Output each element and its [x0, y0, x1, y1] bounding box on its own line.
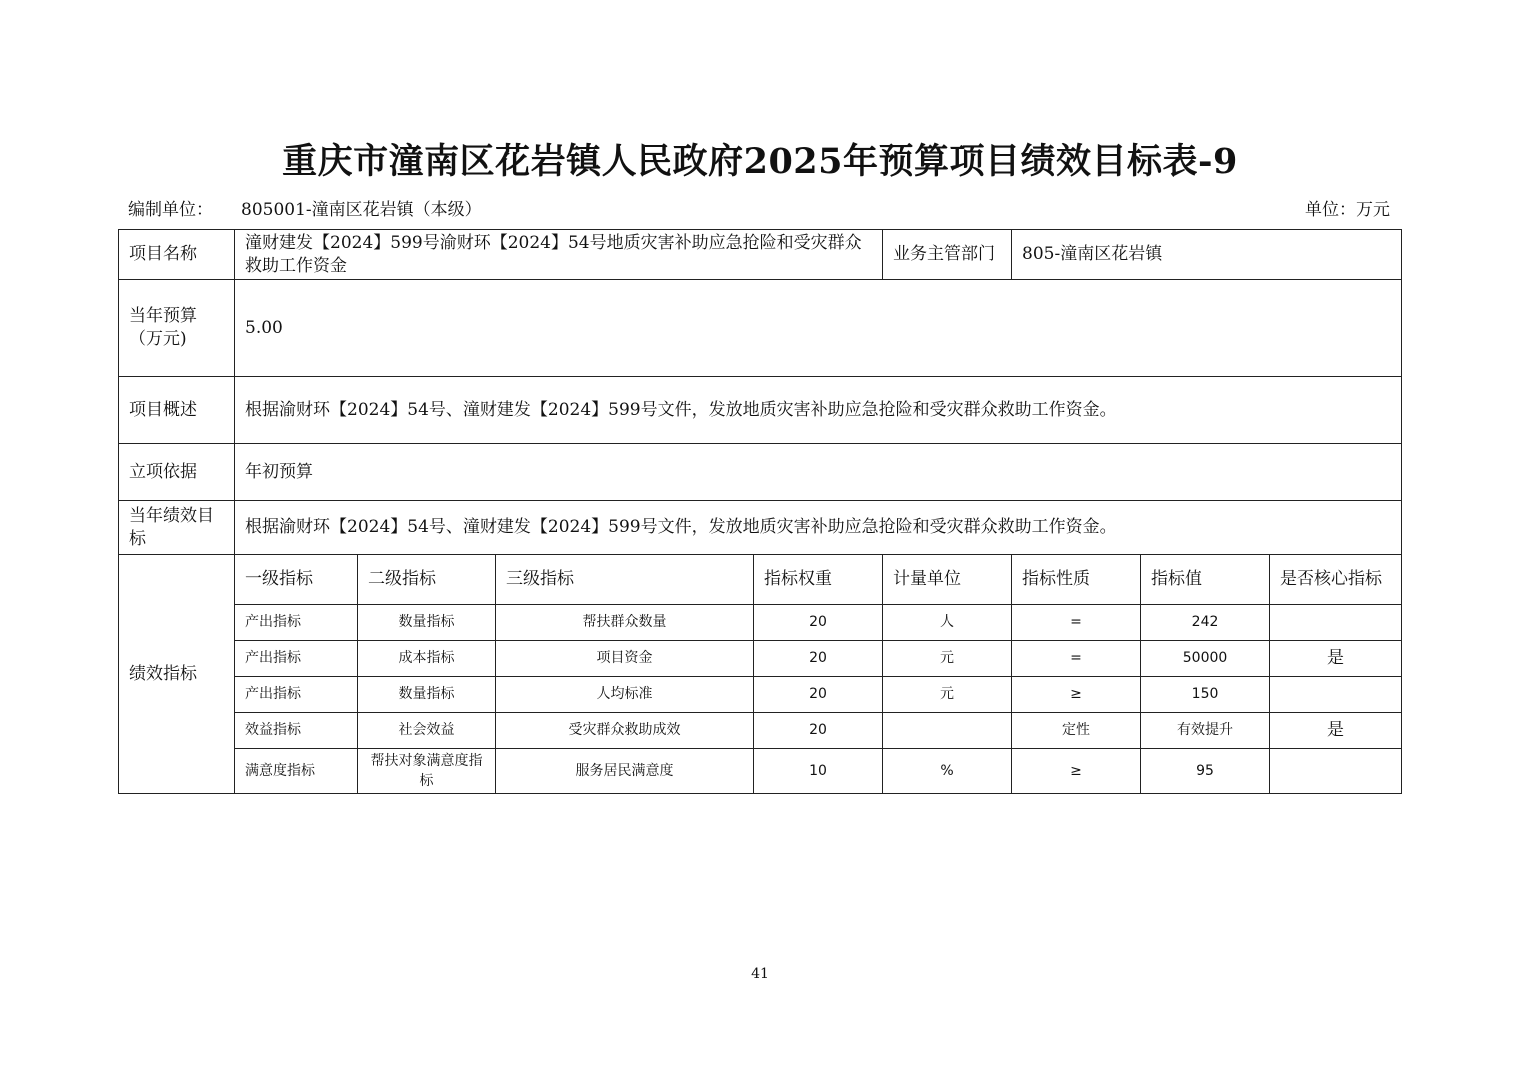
value-cell: 50000 — [1141, 641, 1270, 677]
table-row — [119, 677, 1402, 713]
value-cell: 有效提升 — [1141, 713, 1270, 749]
dept-label: 业务主管部门 — [883, 230, 1012, 280]
unit-cell: % — [883, 749, 1012, 794]
basis-value: 年初预算 — [235, 444, 1402, 501]
core-cell: 是 — [1270, 641, 1402, 677]
summary-row — [119, 377, 1402, 444]
summary-label: 项目概述 — [119, 377, 235, 444]
budget-value: 5.00 — [235, 280, 1402, 377]
dept-value: 805-潼南区花岩镇 — [1012, 230, 1402, 280]
project-name-value: 潼财建发【2024】599号渝财环【2024】54号地质灾害补助应急抢险和受灾群众救助工作资金 — [235, 230, 883, 280]
header-core: 是否核心指标 — [1270, 555, 1402, 605]
goal-row — [119, 501, 1402, 555]
level2-cell: 数量指标 — [358, 677, 496, 713]
header-nature: 指标性质 — [1012, 555, 1141, 605]
performance-table — [118, 229, 1402, 794]
goal-label: 当年绩效目标 — [119, 501, 235, 555]
level1-cell: 产出指标 — [235, 677, 358, 713]
header-level3: 三级指标 — [496, 555, 754, 605]
header-level1: 一级指标 — [235, 555, 358, 605]
level3-cell: 人均标准 — [496, 677, 754, 713]
table-row — [119, 605, 1402, 641]
table-row — [119, 641, 1402, 677]
basis-row — [119, 444, 1402, 501]
indicator-header-row — [119, 555, 1402, 605]
summary-value: 根据渝财环【2024】54号、潼财建发【2024】599号文件，发放地质灾害补助应急抢险和受灾群众救助工作资金。 — [235, 377, 1402, 444]
basis-label: 立项依据 — [119, 444, 235, 501]
nature-cell: 定性 — [1012, 713, 1141, 749]
nature-cell: = — [1012, 605, 1141, 641]
unit-cell: 元 — [883, 641, 1012, 677]
budget-row — [119, 280, 1402, 377]
core-cell: 是 — [1270, 713, 1402, 749]
weight-cell: 20 — [754, 677, 883, 713]
level1-cell: 效益指标 — [235, 713, 358, 749]
unit-label: 单位：万元 — [1305, 200, 1390, 220]
core-cell — [1270, 749, 1402, 794]
level2-cell: 社会效益 — [358, 713, 496, 749]
level3-cell: 项目资金 — [496, 641, 754, 677]
level1-cell: 产出指标 — [235, 605, 358, 641]
level2-cell: 帮扶对象满意度指标 — [358, 749, 496, 794]
nature-cell: = — [1012, 641, 1141, 677]
level2-cell: 数量指标 — [358, 605, 496, 641]
org-label: 编制单位： — [128, 200, 213, 220]
table-row — [119, 749, 1402, 794]
nature-cell: ≥ — [1012, 749, 1141, 794]
level3-cell: 受灾群众救助成效 — [496, 713, 754, 749]
weight-cell: 20 — [754, 713, 883, 749]
unit-cell: 人 — [883, 605, 1012, 641]
project-name-label: 项目名称 — [119, 230, 235, 280]
page-number: 41 — [751, 966, 769, 982]
level3-cell: 服务居民满意度 — [496, 749, 754, 794]
page-title: 重庆市潼南区花岩镇人民政府2025年预算项目绩效目标表-9 — [282, 141, 1238, 182]
weight-cell: 20 — [754, 605, 883, 641]
value-cell: 95 — [1141, 749, 1270, 794]
nature-cell: ≥ — [1012, 677, 1141, 713]
level1-cell: 产出指标 — [235, 641, 358, 677]
value-cell: 242 — [1141, 605, 1270, 641]
header-weight: 指标权重 — [754, 555, 883, 605]
budget-label: 当年预算（万元) — [119, 280, 235, 377]
level3-cell: 帮扶群众数量 — [496, 605, 754, 641]
header-value: 指标值 — [1141, 555, 1270, 605]
org-value: 805001-潼南区花岩镇（本级） — [241, 200, 482, 220]
header-unit: 计量单位 — [883, 555, 1012, 605]
level2-cell: 成本指标 — [358, 641, 496, 677]
goal-value: 根据渝财环【2024】54号、潼财建发【2024】599号文件，发放地质灾害补助应急抢险和受灾群众救助工作资金。 — [235, 501, 1402, 555]
value-cell: 150 — [1141, 677, 1270, 713]
table-row — [119, 713, 1402, 749]
core-cell — [1270, 677, 1402, 713]
unit-cell — [883, 713, 1012, 749]
indicator-section-label: 绩效指标 — [119, 555, 235, 794]
weight-cell: 10 — [754, 749, 883, 794]
org-line — [128, 195, 482, 220]
unit-cell: 元 — [883, 677, 1012, 713]
core-cell — [1270, 605, 1402, 641]
level1-cell: 满意度指标 — [235, 749, 358, 794]
header-level2: 二级指标 — [358, 555, 496, 605]
weight-cell: 20 — [754, 641, 883, 677]
project-name-row — [119, 230, 1402, 280]
